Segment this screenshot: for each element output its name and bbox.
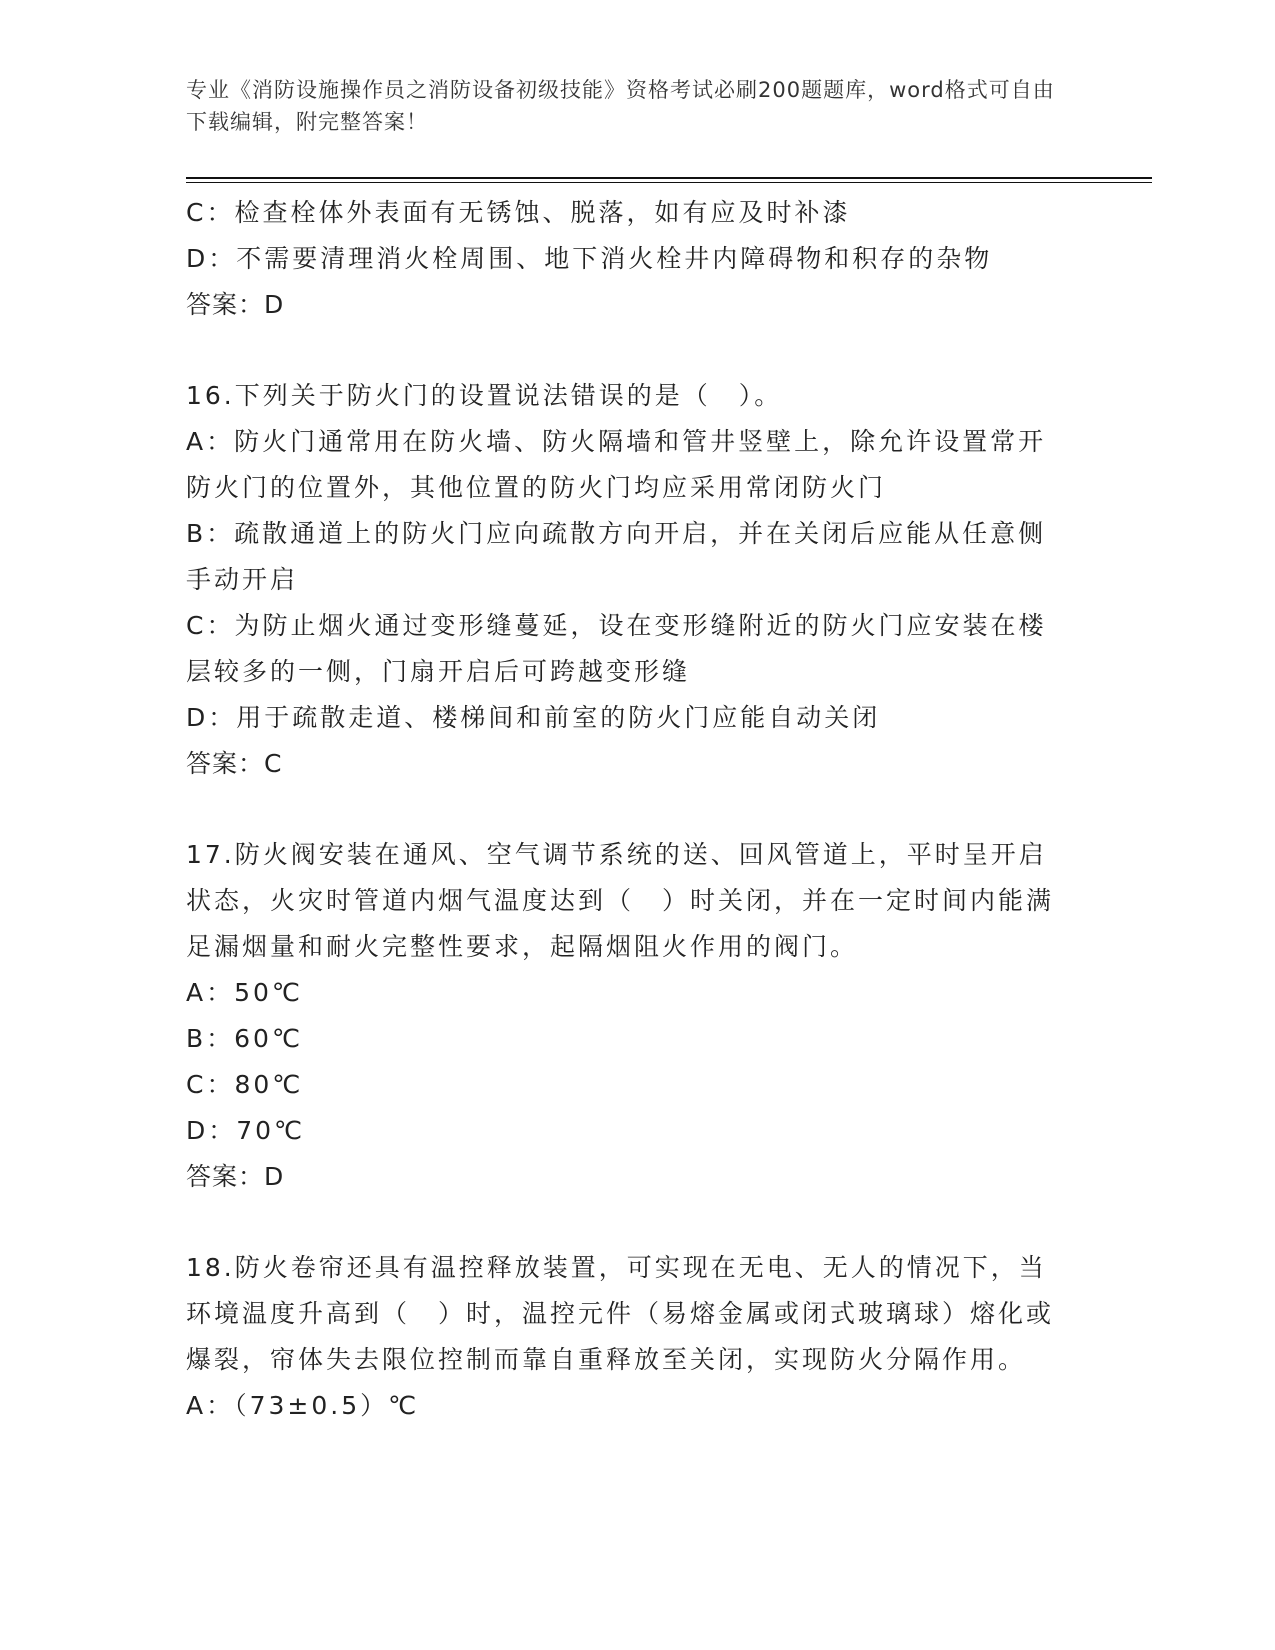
option-d-line: D：不需要清理消火栓周围、地下消火栓井内障碍物和积存的杂物 bbox=[186, 244, 993, 273]
header-rule-thick bbox=[186, 177, 1152, 179]
document-body bbox=[186, 190, 1066, 1429]
question-17-option-d: D：70℃ bbox=[186, 1116, 306, 1145]
question-16-stem: 16.下列关于防火门的设置说法错误的是（ ）。 bbox=[186, 381, 783, 410]
spacer bbox=[186, 1200, 1066, 1245]
question-16-option-d: D：用于疏散走道、楼梯间和前室的防火门应能自动关闭 bbox=[186, 703, 881, 732]
question-17-answer: 答案：D bbox=[186, 1162, 285, 1191]
question-16-answer: 答案：C bbox=[186, 749, 283, 778]
spacer bbox=[186, 328, 1066, 373]
question-16-option-b: B：疏散通道上的防火门应向疏散方向开启，并在关闭后应能从任意侧手动开启 bbox=[186, 519, 1047, 594]
question-18-option-a: A：（73±0.5）℃ bbox=[186, 1391, 420, 1420]
option-c-line: C：检查栓体外表面有无锈蚀、脱落，如有应及时补漆 bbox=[186, 198, 851, 227]
spacer bbox=[186, 787, 1066, 832]
question-18-stem: 18.防火卷帘还具有温控释放装置，可实现在无电、无人的情况下，当环境温度升高到（ ）时，温控元件（易熔金属或闭式玻璃球）熔化或爆裂，帘体失去限位控制而靠自重释放至关闭，实现防火分隔作用。 bbox=[186, 1253, 1055, 1374]
question-16-option-a: A：防火门通常用在防火墙、防火隔墙和管井竖壁上，除允许设置常开防火门的位置外，其他位置的防火门均应采用常闭防火门 bbox=[186, 427, 1047, 502]
question-17-stem: 17.防火阀安装在通风、空气调节系统的送、回风管道上，平时呈开启状态，火灾时管道内烟气温度达到（ ）时关闭，并在一定时间内能满足漏烟量和耐火完整性要求，起隔烟阻火作用的阀门。 bbox=[186, 840, 1055, 961]
question-16-option-c: C：为防止烟火通过变形缝蔓延，设在变形缝附近的防火门应安装在楼层较多的一侧，门扇开启后可跨越变形缝 bbox=[186, 611, 1047, 686]
question-17-option-a: A：50℃ bbox=[186, 978, 303, 1007]
question-17-option-c: C：80℃ bbox=[186, 1070, 304, 1099]
document-header: 专业《消防设施操作员之消防设备初级技能》资格考试必刷200题题库，word格式可自由下载编辑，附完整答案！ bbox=[186, 78, 1055, 134]
question-17-option-b: B：60℃ bbox=[186, 1024, 304, 1053]
header-rule-thin bbox=[186, 182, 1152, 183]
answer-line: 答案：D bbox=[186, 290, 285, 319]
